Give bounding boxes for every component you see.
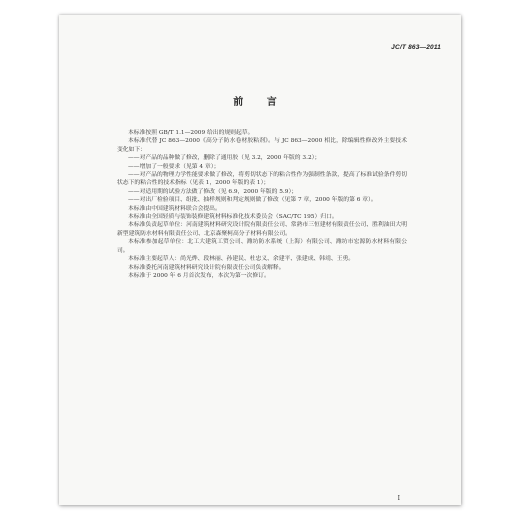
foreword-body bbox=[117, 129, 407, 280]
paragraph: 本标准由全国轻质与装饰装修建筑材料标准化技术委员会（SAC/TC 195）归口。 bbox=[128, 214, 338, 221]
page-number: I bbox=[397, 495, 400, 502]
paragraph: 本标准按照 GB/T 1.1—2009 给出的规则起草。 bbox=[128, 130, 254, 136]
paragraph: 本标准于 2000 年 6 月首次发布，本次为第一次修订。 bbox=[128, 272, 270, 279]
paragraph: 本标准委托河南建筑材料研究设计院有限责任公司负责解释。 bbox=[128, 264, 285, 271]
list-item: ——对适用期的试验方法做了修改（见 6.9，2000 年版的 5.9）； bbox=[128, 188, 298, 195]
foreword-title: 前 言 bbox=[233, 97, 287, 108]
paragraph: 本标准主要起草人：尚光烨、段林丽、孙建民、杜忠义、余建平、张建成、韩靖、王勇。 bbox=[128, 256, 355, 263]
list-item: ——对产品的品种做了修改，删除了通用胶（见 3.2，2000 年版的 3.2）； bbox=[128, 155, 321, 162]
paragraph: 本标准参加起草单位：北工大建筑工贸公司、潍坊防水系统（上海）有限公司、潍坊市宏源防水材料有限公司。 bbox=[117, 239, 407, 254]
document-page bbox=[59, 15, 461, 505]
standard-number: JC/T 863—2011 bbox=[391, 44, 441, 51]
paragraph: 本标准代替 JC 863—2000《高分子防水卷材胶粘剂》。与 JC 863—2000 相比，除编辑性修改外主要技术变化如下： bbox=[117, 138, 407, 153]
paragraph: 本标准负责起草单位：河南建筑材料研究设计院有限责任公司、常熟市三恒建材有限责任公司、胜利油田大明新型建筑防水材料有限责任公司、北京森聚柯高分子材料有限公司。 bbox=[117, 222, 407, 237]
list-item: ——对出厂检验项目、组批、抽样规则和判定规则做了修改（见第 7 章，2000 年版的第 6 章）。 bbox=[128, 197, 377, 204]
list-item: ——对产品的物理力学性能要求做了修改，将剪切状态下的粘合性作为强制性条款，提高了标准试验条件剪切状态下的粘合性的技术指标（见表 1，2000 年版的表 1）； bbox=[117, 172, 407, 187]
paragraph: 本标准由中国建筑材料联合会提出。 bbox=[128, 205, 221, 212]
list-item: ——增加了一般要求（见第 4 章）； bbox=[128, 163, 220, 170]
